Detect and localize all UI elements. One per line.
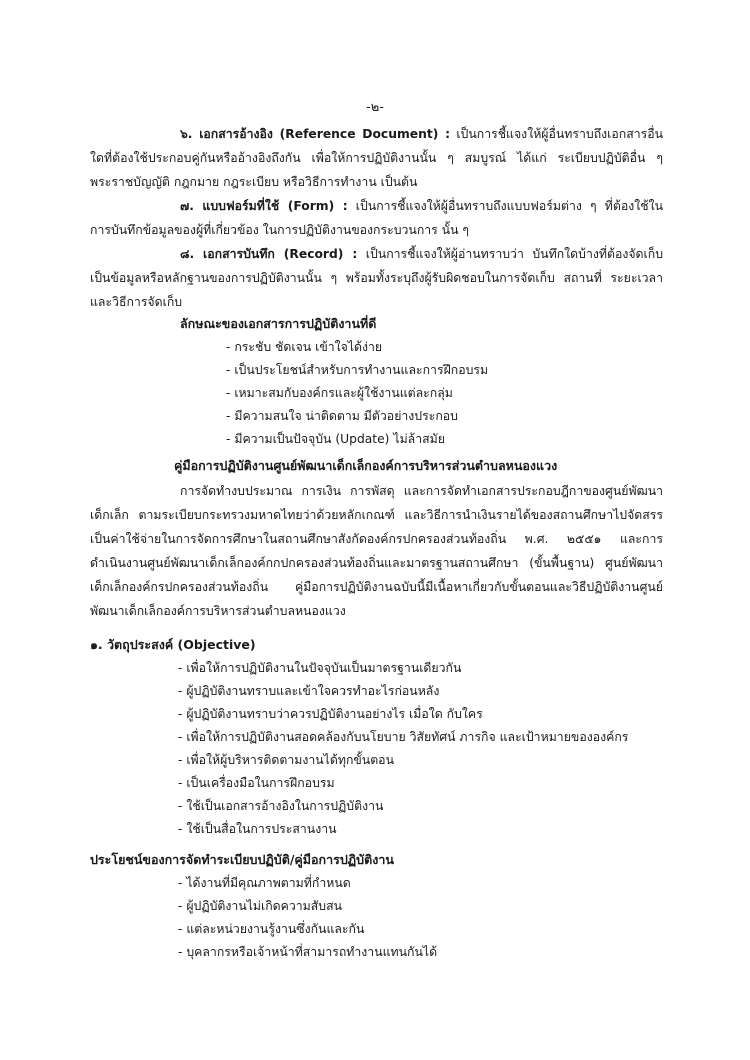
definition-7-term: ๗. แบบฟอร์มที่ใช้ (Form) : (180, 199, 348, 213)
definition-7-line-1 (180, 195, 663, 217)
objective-item: - เพื่อให้การปฏิบัติงานในปัจจุบันเป็นมาตรฐานเดียวกัน (178, 661, 462, 675)
definition-8-line-3: และวิธีการจัดเก็บ (90, 295, 183, 309)
page-number: -๒- (366, 100, 384, 115)
good-doc-item: - มีความเป็นปัจจุบัน (Update) ไม่ล้าสมัย (226, 432, 445, 446)
objective-item: - ผู้ปฏิบัติงานทราบว่าควรปฏิบัติงานอย่างไร เมื่อใด กับใคร (178, 707, 483, 721)
manual-heading: คู่มือการปฏิบัติงานศูนย์พัฒนาเด็กเล็กองค์การบริหารส่วนตำบลหนองแวง (174, 458, 558, 473)
definition-8-text: เป็นการชี้แจงให้ผู้อ่านทราบว่า บันทึกใดบ้างที่ต้องจัดเก็บ (357, 247, 663, 261)
good-doc-item: - มีความสนใจ น่าติดตาม มีตัวอย่างประกอบ (226, 409, 458, 423)
good-doc-item: - กระชับ ชัดเจน เข้าใจได้ง่าย (226, 340, 383, 354)
definition-6-line-3: พระราชบัญญัติ กฎกมาย กฎระเบียบ หรือวิธีการทำงาน เป็นต้น (90, 175, 418, 189)
definition-6-line-2: ใดที่ต้องใช้ประกอบคู่กันหรืออ้างอิงถึงกัน เพื่อให้การปฏิบัติงานนั้น ๆ สมบูรณ์ ได้แก่ ระเบียบปฏิบัติอื่น ๆ (90, 151, 663, 165)
manual-line-6: พัฒนาเด็กเล็กองค์การบริหารส่วนตำบลหนองแวง (90, 604, 346, 618)
objective-item: - ใช้เป็นสื่อในการประสานงาน (178, 822, 337, 836)
manual-line-3: เป็นค่าใช้จ่ายในการจัดการศึกษาในสถานศึกษาสังกัดองค์กรปกครองส่วนท้องถิ่น พ.ศ. ๒๕๕๑ และการ (90, 532, 663, 546)
definition-8-line-1 (180, 243, 663, 265)
benefit-item: - ผู้ปฏิบัติงานไม่เกิดความสับสน (178, 899, 343, 913)
benefit-item: - บุคลากรหรือเจ้าหน้าที่สามารถทำงานแทนกันได้ (178, 945, 438, 959)
definition-6-line-1 (180, 123, 663, 145)
manual-line-2: เด็กเล็ก ตามระเบียบกระทรวงมหาดไทยว่าด้วยหลักเกณฑ์ และวิธีการนำเงินรายได้ของสถานศึกษาไปจัดสรร (90, 508, 663, 522)
objective-item: - ใช้เป็นเอกสารอ้างอิงในการปฏิบัติงาน (178, 799, 384, 813)
good-doc-heading: ลักษณะของเอกสารการปฏิบัติงานที่ดี (180, 316, 377, 331)
benefits-heading: ประโยชน์ของการจัดทำระเบียบปฏิบัติ/คู่มือการปฏิบัติงาน (90, 852, 394, 867)
definition-6-text: เป็นการชี้แจงให้ผู้อื่นทราบถึงเอกสารอื่น (450, 127, 664, 141)
definition-7-text: เป็นการชี้แจงให้ผู้อื่นทราบถึงแบบฟอร์มต่าง ๆ ที่ต้องใช้ใน (347, 199, 663, 213)
benefit-item: - แต่ละหน่วยงานรู้งานซึ่งกันและกัน (178, 922, 365, 936)
good-doc-item: - เหมาะสมกับองค์กรและผู้ใช้งานแต่ละกลุ่ม (226, 386, 453, 400)
manual-line-5: เด็กเล็กองค์กรปกครองส่วนท้องถิ่น คู่มือการปฏิบัติงานฉบับนี้มีเนื้อหาเกี่ยวกับขั้นตอนและวิธีปฏิบัติงานศูนย์ (90, 580, 663, 594)
definition-8-line-2: เป็นข้อมูลหรือหลักฐานของการปฏิบัติงานนั้น ๆ พร้อมทั้งระบุถึงผู้รับผิดชอบในการจัดเก็บ สถานที่ ระยะเวลา (90, 271, 663, 285)
objective-item: - เพื่อให้การปฏิบัติงานสอดคล้องกับนโยบาย วิสัยทัศน์ ภารกิจ และเป้าหมายขององค์กร (178, 730, 629, 744)
definition-7-line-2: การบันทึกข้อมูลของผู้ที่เกี่ยวข้อง ในการปฏิบัติงานของกระบวนการ นั้น ๆ (90, 223, 470, 237)
good-doc-item: - เป็นประโยชน์สำหรับการทำงานและการฝึกอบรม (226, 363, 489, 377)
objective-item: - เป็นเครื่องมือในการฝึกอบรม (178, 776, 335, 790)
objective-item: - ผู้ปฏิบัติงานทราบและเข้าใจควรทำอะไรก่อนหลัง (178, 684, 440, 698)
benefit-item: - ได้งานที่มีคุณภาพตามที่กำหนด (178, 876, 351, 890)
manual-line-4: ดำเนินงานศูนย์พัฒนาเด็กเล็กองค์กกปกครองส่วนท้องถิ่นและมาตรฐานสถานศึกษา (ขั้นพื้นฐาน) ศูนย์พัฒนา (90, 556, 663, 570)
manual-line-1: การจัดทำงบประมาณ การเงิน การพัสดุ และการจัดทำเอกสารประกอบฎีกาของศูนย์พัฒนา (180, 484, 663, 498)
definition-6-term: ๖. เอกสารอ้างอิง (Reference Document) : (180, 127, 450, 141)
objective-heading: ๑. วัตถุประสงค์ (Objective) (90, 637, 256, 652)
objective-item: - เพื่อให้ผู้บริหารติดตามงานได้ทุกขั้นตอน (178, 753, 394, 767)
definition-8-term: ๘. เอกสารบันทึก (Record) : (180, 247, 358, 261)
